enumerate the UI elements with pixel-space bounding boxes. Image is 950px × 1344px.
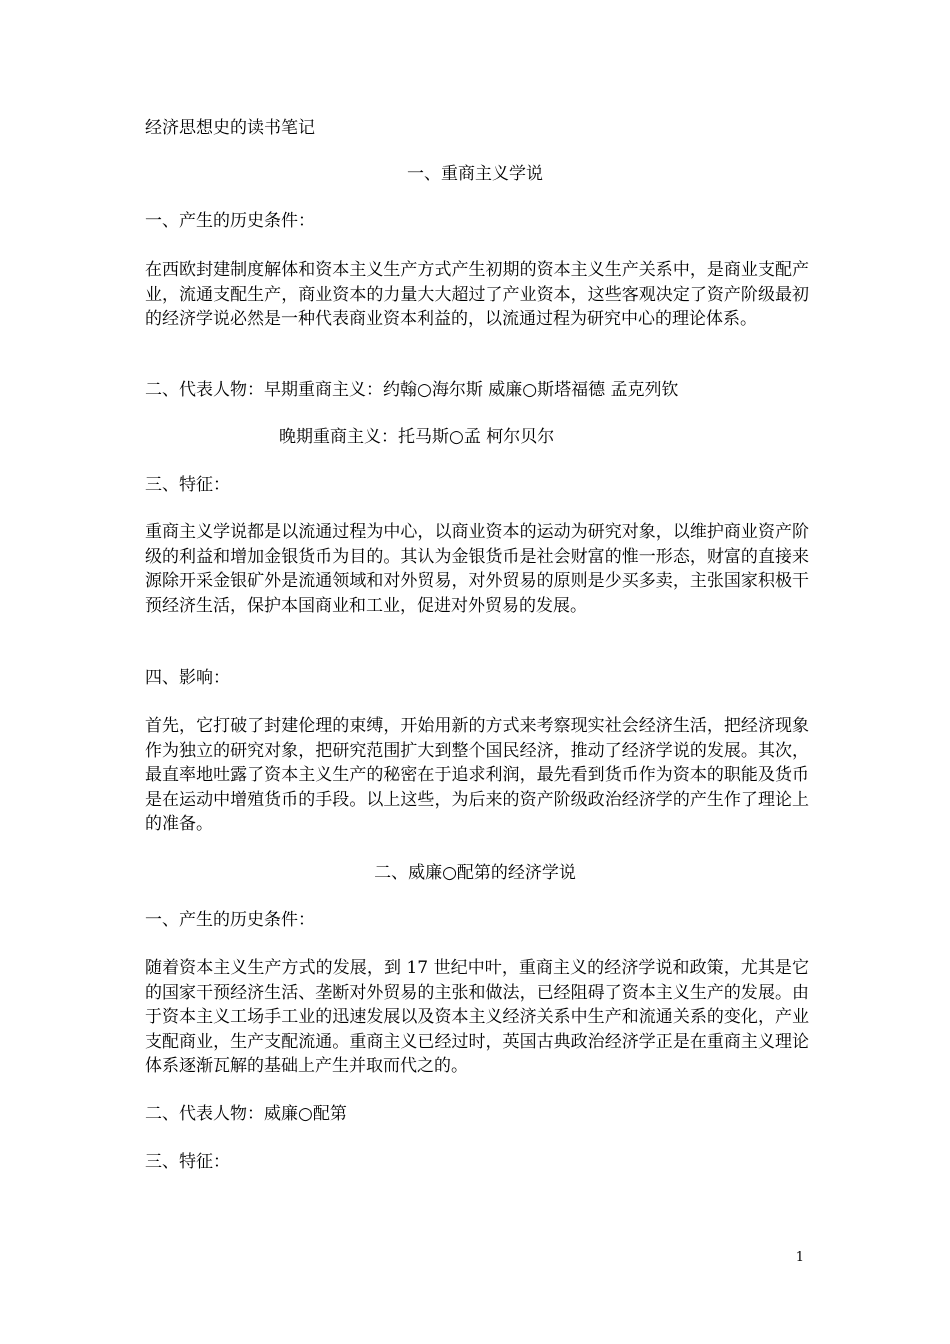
section-heading-petty: 二、威廉○配第的经济学说 (374, 863, 576, 883)
paragraph-influence: 首先，它打破了封建伦理的束缚，开始用新的方式来考察现实社会经济生活，把经济现象作为独立的研究对象，把研究范围扩大到整个国民经济，推动了经济学说的发展。其次，最直率地吐露了资本主义生产的秘密在于追求利润，最先看到货币作为资本的职能及货币是在运动中增殖货币的手段。以上这些，为后来的资产阶级政治经济学的产生作了理论上的准备。 (145, 716, 809, 834)
representatives-early: 二、代表人物：早期重商主义：约翰○海尔斯 威廉○斯塔福德 孟克列钦 (145, 380, 679, 400)
page-number: 1 (795, 1250, 804, 1265)
section-heading-mercantilism: 一、重商主义学说 (407, 164, 543, 184)
subheading-characteristics: 三、特征： (145, 475, 230, 495)
subheading-influence: 四、影响： (145, 668, 230, 688)
subheading-historical-conditions: 一、产生的历史条件： (145, 211, 315, 231)
paragraph-historical-conditions-2: 随着资本主义生产方式的发展，到 17 世纪中叶，重商主义的经济学说和政策，尤其是它的国家干预经济生活、垄断对外贸易的主张和做法，已经阻碍了资本主义生产的发展。由于资本主义工场手工业的迅速发展以及资本主义经济关系中生产和流通关系的变化，产业支配商业，生产支配流通。重商主义已经过时，英国古典政治经济学正是在重商主义理论体系逐渐瓦解的基础上产生并取而代之的。 (145, 958, 809, 1076)
representatives-petty: 二、代表人物：威廉○配第 (145, 1104, 347, 1124)
subheading-characteristics-2: 三、特征： (145, 1152, 230, 1172)
subheading-historical-conditions-2: 一、产生的历史条件： (145, 910, 315, 930)
paragraph-historical-conditions: 在西欧封建制度解体和资本主义生产方式产生初期的资本主义生产关系中，是商业支配产业，流通支配生产，商业资本的力量大大超过了产业资本，这些客观决定了资产阶级最初的经济学说必然是一种代表商业资本利益的，以流通过程为研究中心的理论体系。 (145, 260, 809, 329)
paragraph-characteristics: 重商主义学说都是以流通过程为中心，以商业资本的运动为研究对象，以维护商业资产阶级的利益和增加金银货币为目的。其认为金银货币是社会财富的惟一形态，财富的直接来源除开采金银矿外是流通领域和对外贸易，对外贸易的原则是少买多卖，主张国家积极干预经济生活，保护本国商业和工业，促进对外贸易的发展。 (145, 522, 809, 616)
document-title: 经济思想史的读书笔记 (145, 118, 315, 138)
representatives-late: 晚期重商主义：托马斯○孟 柯尔贝尔 (279, 427, 555, 447)
